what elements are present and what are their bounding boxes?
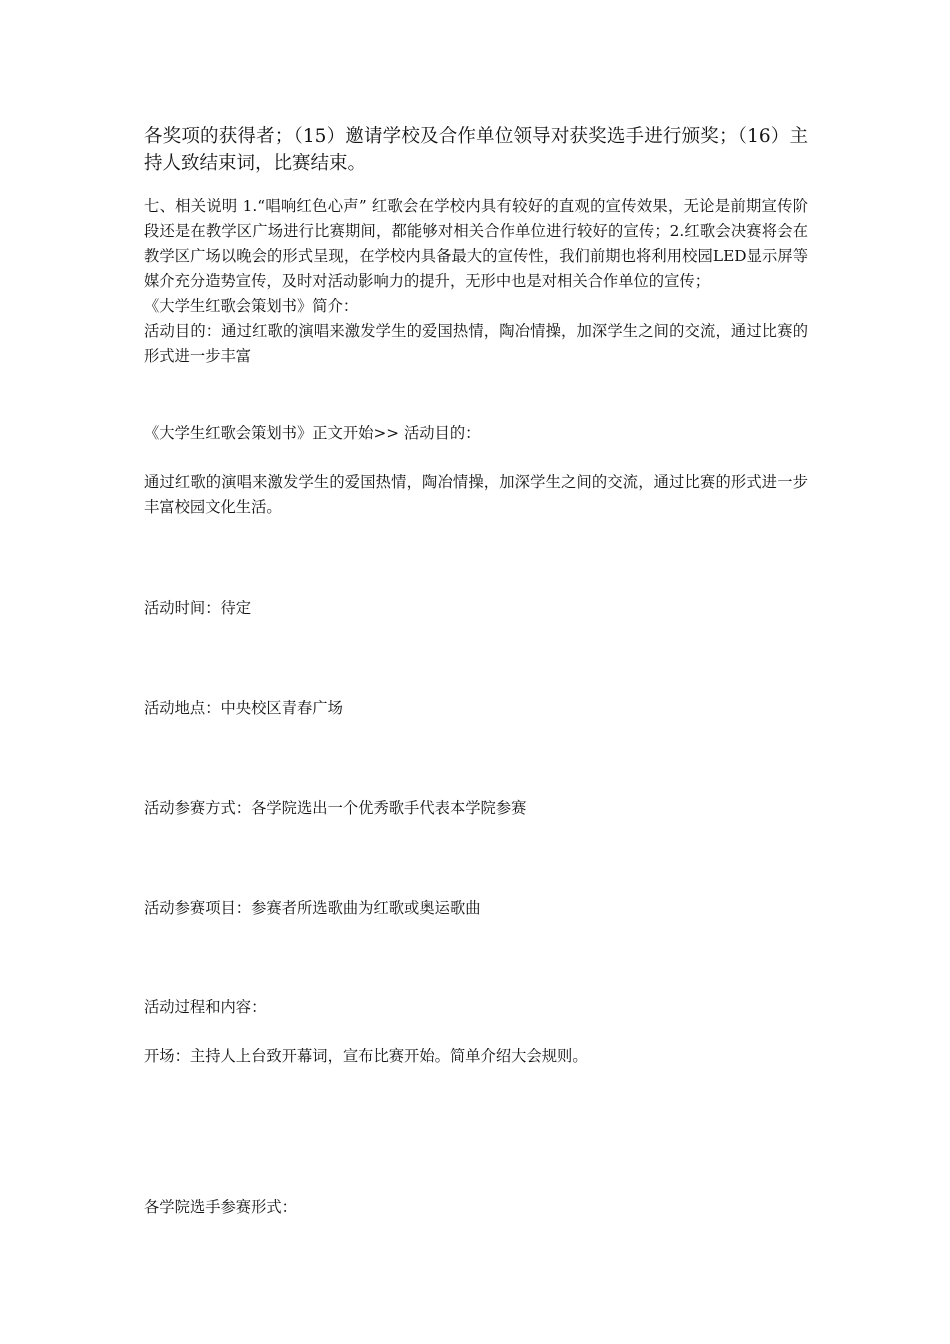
lead-paragraph: 各奖项的获得者；（15）邀请学校及合作单位领导对获奖选手进行颁奖；（16）主持人致结束词，比赛结束。	[144, 126, 808, 174]
purpose-paragraph: 通过红歌的演唱来激发学生的爱国热情，陶冶情操，加深学生之间的交流，通过比赛的形式进一步丰富校园文化生活。	[144, 473, 808, 516]
contestant-format-heading: 各学院选手参赛形式：	[144, 1198, 297, 1216]
intro-text: 活动目的：通过红歌的演唱来激发学生的爱国热情，陶冶情操，加深学生之间的交流，通过比赛的形式进一步丰富	[144, 322, 808, 365]
notes-paragraph: 七、相关说明 1.“唱响红色心声” 红歌会在学校内具有较好的直观的宣传效果，无论是前期宣传阶段还是在教学区广场进行比赛期间，都能够对相关合作单位进行较好的宣传；2.红歌会决赛将会在教学区广场以晚会的形式呈现，在学校内具备最大的宣传性，我们前期也将利用校园LED显示屏等媒介充分造势宣传，及时对活动影响力的提升，无形中也是对相关合作单位的宣传；	[144, 197, 808, 290]
participation-method: 活动参赛方式：各学院选出一个优秀歌手代表本学院参赛	[144, 799, 527, 817]
body-start-line: 《大学生红歌会策划书》正文开始>> 活动目的：	[144, 424, 481, 442]
opening-line: 开场：主持人上台致开幕词，宣布比赛开始。简单介绍大会规则。	[144, 1047, 588, 1065]
intro-heading: 《大学生红歌会策划书》简介：	[144, 297, 359, 315]
activity-time: 活动时间：待定	[144, 599, 252, 617]
participation-items: 活动参赛项目：参赛者所选歌曲为红歌或奥运歌曲	[144, 899, 481, 917]
process-heading: 活动过程和内容：	[144, 998, 267, 1016]
activity-location: 活动地点：中央校区青春广场	[144, 699, 343, 717]
notes-section	[144, 194, 808, 369]
